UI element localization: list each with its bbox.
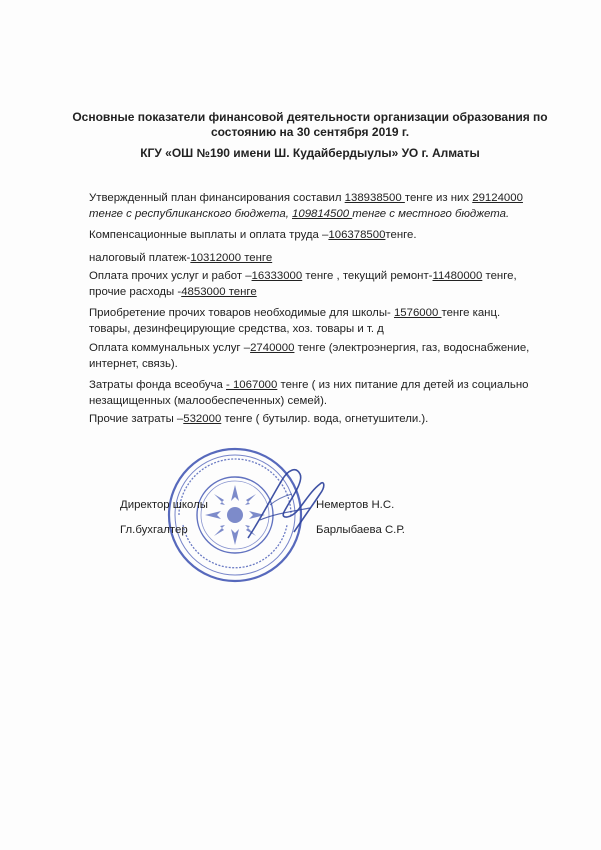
- plan-paragraph: [89, 190, 559, 222]
- services-text2: тенге , текущий ремонт-: [302, 270, 433, 282]
- services-text1: Оплата прочих услуг и работ –: [89, 270, 252, 282]
- utilities-text1: Оплата коммунальных услуг –: [89, 342, 251, 354]
- plan-republican: 29124000: [472, 192, 523, 204]
- goods-text3: товары, дезинфецирующие средства, хоз. товары и т. д: [89, 323, 384, 335]
- other-text2: тенге ( бутылир. вода, огнетушители.).: [221, 413, 429, 425]
- compensation-value: 106378500: [328, 229, 386, 241]
- other-paragraph: [89, 411, 559, 427]
- plan-line2-a: тенге с республиканского бюджета,: [89, 208, 293, 220]
- utilities-text2: тенге (электроэнергия, газ, водоснабжение, интернет, связь).: [89, 342, 530, 370]
- other-text1: Прочие затраты –: [89, 413, 184, 425]
- goods-text2: тенге канц.: [441, 307, 501, 319]
- compensation-text: Компенсационные выплаты и оплата труда –: [89, 229, 329, 241]
- tax-text: налоговый платеж-: [89, 252, 191, 264]
- goods-text1: Приобретение прочих товаров необходимые для школы-: [89, 307, 394, 319]
- vseobuch-text1: Затраты фонда всеобуча: [89, 379, 227, 391]
- compensation-unit: тенге.: [385, 229, 417, 241]
- other-value: 532000: [183, 413, 222, 425]
- vseobuch-paragraph: [89, 377, 559, 409]
- tax-value: 10312000 тенге: [190, 252, 273, 264]
- organization-name: КГУ «ОШ №190 имени Ш. Кудайбердыулы» УО г. Алматы: [140, 146, 480, 160]
- compensation-paragraph: [89, 227, 559, 243]
- plan-total: 138938500: [344, 192, 405, 204]
- director-name: Немертов Н.С.: [316, 499, 395, 511]
- document-title: Основные показатели финансовой деятельности организации образования по состоянию на 30 сентября 2019 г.: [72, 110, 548, 139]
- goods-value: 1576000: [393, 307, 442, 319]
- vseobuch-value: - 1067000: [226, 379, 278, 391]
- plan-line2-b: тенге с местного бюджета.: [352, 208, 510, 220]
- services-value1: 16333000: [251, 270, 303, 282]
- accountant-name: Барлыбаева С.Р.: [316, 524, 405, 536]
- plan-mid: тенге из них: [404, 192, 473, 204]
- vseobuch-text2: тенге ( из них питание для детей из социально незащищенных (малообеспеченных) семей).: [89, 379, 529, 407]
- plan-local: 109814500: [292, 208, 353, 220]
- utilities-value: 2740000: [250, 342, 295, 354]
- utilities-paragraph: [89, 340, 559, 372]
- services-text4: прочие расходы -: [89, 286, 182, 298]
- accountant-label: Гл.бухгалтер: [120, 524, 188, 536]
- services-paragraph: [89, 268, 559, 300]
- plan-prefix: Утвержденный план финансирования составил: [89, 192, 345, 204]
- tax-paragraph: [89, 250, 559, 266]
- goods-paragraph: [89, 305, 559, 337]
- services-text3: тенге,: [482, 270, 517, 282]
- services-value2: 11480000: [432, 270, 483, 282]
- director-label: Директор школы: [120, 499, 208, 511]
- services-value3: 4853000 тенге: [181, 286, 257, 298]
